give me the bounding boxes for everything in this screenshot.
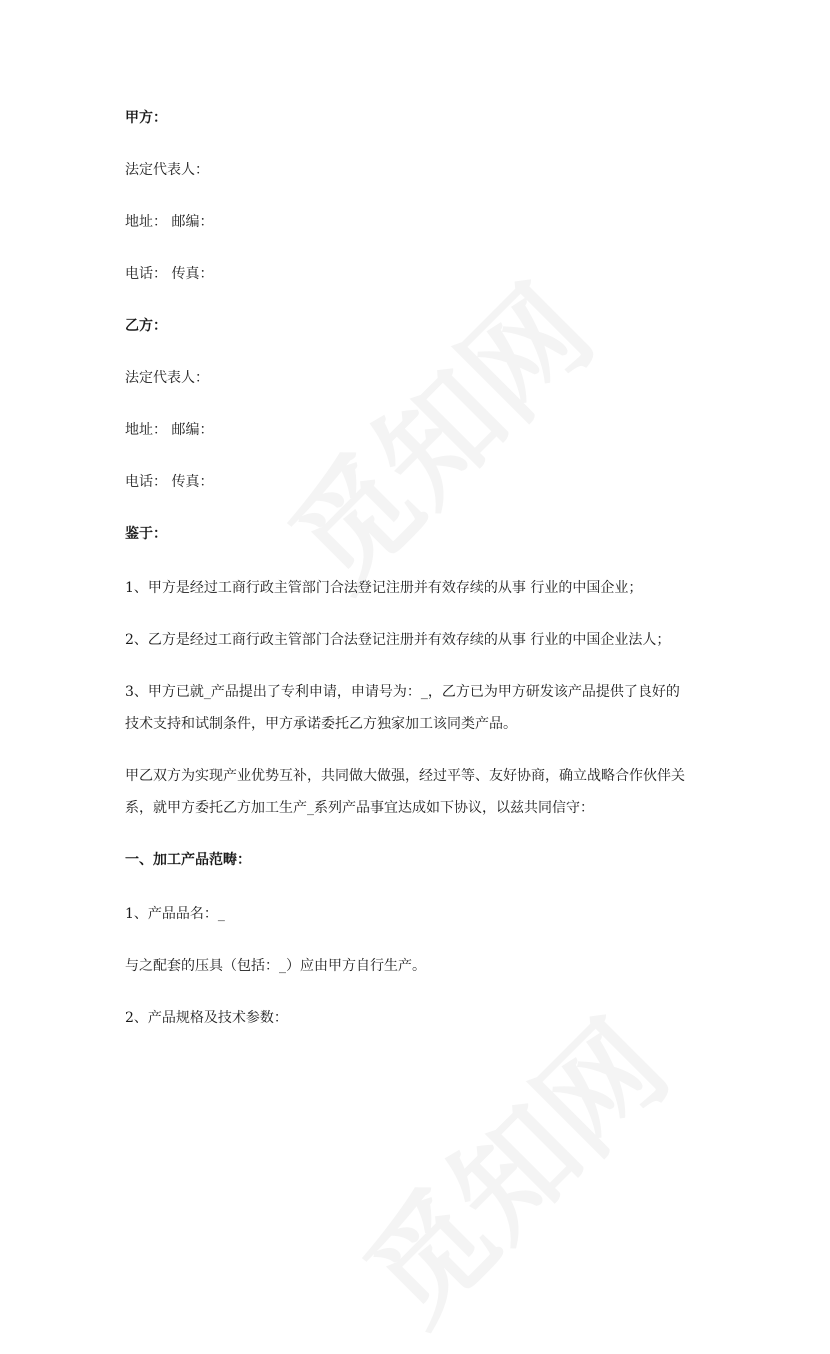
whereas-item: 2、乙方是经过工商行政主管部门合法登记注册并有效存续的从事 行业的中国企业法人； xyxy=(125,632,671,648)
section-1-heading: 一、加工产品范畴： xyxy=(125,852,251,868)
preamble-line: 甲乙双方为实现产业优势互补，共同做大做强，经过平等、友好协商，确立战略合作伙伴关 xyxy=(125,768,685,784)
section-1-item: 与之配套的压具（包括：_）应由甲方自行生产。 xyxy=(125,958,426,974)
section-1-item: 1、产品品名：_ xyxy=(125,906,225,922)
whereas-heading: 鉴于： xyxy=(125,526,167,542)
watermark xyxy=(247,243,623,619)
party-a-legal-rep: 法定代表人： xyxy=(125,162,209,178)
section-1-item: 2、产品规格及技术参数： xyxy=(125,1010,288,1026)
preamble-line: 系，就甲方委托乙方加工生产_系列产品事宜达成如下协议，以兹共同信守： xyxy=(125,800,594,816)
party-a-phone: 电话： 传真： xyxy=(125,266,214,282)
whereas-item: 1、甲方是经过工商行政主管部门合法登记注册并有效存续的从事 行业的中国企业； xyxy=(125,580,643,596)
party-b-address: 地址： 邮编： xyxy=(125,422,214,438)
party-b-legal-rep: 法定代表人： xyxy=(125,370,209,386)
party-b-phone: 电话： 传真： xyxy=(125,474,214,490)
party-a-heading: 甲方： xyxy=(125,110,167,126)
whereas-item-continued: 技术支持和试制条件，甲方承诺委托乙方独家加工该同类产品。 xyxy=(125,716,517,732)
party-a-address: 地址： 邮编： xyxy=(125,214,214,230)
watermark xyxy=(322,978,698,1354)
whereas-item: 3、甲方已就_产品提出了专利申请，申请号为：_，乙方已为甲方研发该产品提供了良好的 xyxy=(125,684,680,700)
party-b-heading: 乙方： xyxy=(125,318,167,334)
